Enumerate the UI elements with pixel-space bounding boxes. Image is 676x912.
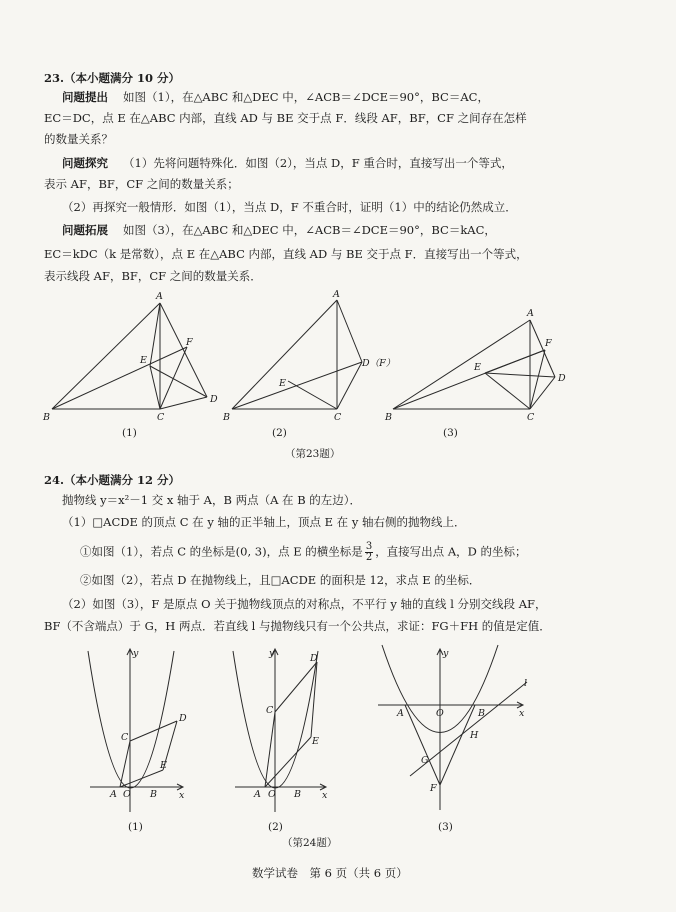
q23-text: 如图（3），在△ABC 和△DEC 中，∠ACB＝∠DCE＝90°，BC＝kAC， bbox=[123, 223, 496, 237]
q24-fig2-x-label: x bbox=[322, 790, 328, 801]
q23-fig3-caption: (3) bbox=[443, 427, 458, 439]
q24-fig3-label-o: O bbox=[436, 708, 444, 719]
q24-fig1-label-a: A bbox=[110, 789, 117, 800]
q24-text: ①如图（1），若点 C 的坐标是(0, 3)，点 E 的横坐标是 bbox=[80, 544, 363, 559]
q23-fig1-label-a: A bbox=[156, 291, 163, 302]
q24-fig1-y-label: y bbox=[133, 648, 139, 659]
q24-text: ，直接写出点 A，D 的坐标； bbox=[375, 544, 527, 559]
q24-fig2-label-d: D bbox=[310, 653, 318, 664]
q24-text: 抛物线 y＝x²－1 交 x 轴于 A，B 两点（A 在 B 的左边）． bbox=[62, 493, 362, 507]
q24-fig2-label-a: A bbox=[254, 789, 261, 800]
q23-fig3-label-e: E bbox=[474, 362, 481, 373]
page-footer: 数学试卷 第 6 页（共 6 页） bbox=[252, 866, 408, 880]
q24-fig2-label-o: O bbox=[268, 789, 276, 800]
q23-fig2-label-e: E bbox=[279, 378, 286, 389]
q23-fig3-label-d: D bbox=[558, 373, 566, 384]
q23-figure-title: （第23题） bbox=[285, 448, 341, 460]
q23-label-problem: 问题提出 bbox=[62, 90, 108, 104]
q23-fig2-caption: (2) bbox=[272, 427, 287, 439]
q24-fig3-x-label: x bbox=[519, 708, 525, 719]
q23-label-extend: 问题拓展 bbox=[62, 223, 108, 237]
q24-fig2-y-label: y bbox=[269, 648, 275, 659]
q23-fig2-label-c: C bbox=[334, 412, 342, 423]
q24-fig3-label-h: H bbox=[470, 730, 479, 741]
q23-fig3-label-a: A bbox=[527, 308, 534, 319]
q23-fig2-label-b: B bbox=[223, 412, 230, 423]
q23-fig1-label-b: B bbox=[43, 412, 50, 423]
q24-header: 24.（本小题满分 12 分） bbox=[44, 473, 181, 487]
q23-text: 的数量关系？ bbox=[44, 132, 113, 146]
q24-fig2-label-e: E bbox=[312, 736, 319, 747]
q24-text: BF（不含端点）于 G，H 两点．若直线 l 与抛物线只有一个公共点，求证：FG＋FH 的值是定值． bbox=[44, 619, 551, 633]
q24-figure-title: （第24题） bbox=[282, 837, 338, 849]
q24-fig1-label-d: D bbox=[179, 713, 187, 724]
q24-fig3-y-label: y bbox=[443, 648, 449, 659]
q24-fig2-caption: (2) bbox=[268, 821, 283, 833]
q23-text: （2）再探究一般情形．如图（1），当点 D，F 不重合时，证明（1）中的结论仍然成立． bbox=[62, 200, 517, 214]
q23-fig3-label-f: F bbox=[545, 338, 552, 349]
q23-text: EC＝DC，点 E 在△ABC 内部，直线 AD 与 BE 交于点 F．线段 AF，BF，CF 之间存在怎样 bbox=[44, 111, 527, 125]
q24-fig3-label-b: B bbox=[478, 708, 485, 719]
q24-fig3-label-a: A bbox=[397, 708, 404, 719]
q23-fig3-label-b: B bbox=[385, 412, 392, 423]
q24-fig1-label-c: C bbox=[121, 732, 129, 743]
q24-fig1-label-e: E bbox=[160, 760, 167, 771]
q24-fig3-caption: (3) bbox=[438, 821, 453, 833]
q23-text: 如图（1），在△ABC 和△DEC 中，∠ACB＝∠DCE＝90°，BC＝AC， bbox=[123, 90, 489, 104]
q24-fig1-caption: (1) bbox=[128, 821, 143, 833]
q23-text: 表示线段 AF，BF，CF 之间的数量关系． bbox=[44, 269, 262, 283]
q23-fig2-label-df: D（F） bbox=[362, 358, 396, 369]
q24-fig1-x-label: x bbox=[179, 790, 185, 801]
q23-fig1-label-e: E bbox=[140, 355, 147, 366]
q24-text: ②如图（2），若点 D 在抛物线上，且□ACDE 的面积是 12，求点 E 的坐标． bbox=[80, 573, 481, 587]
fraction-denominator: 2 bbox=[365, 552, 373, 563]
q24-text: （1）□ACDE 的顶点 C 在 y 轴的正半轴上，顶点 E 在 y 轴右侧的抛物线上． bbox=[62, 515, 466, 529]
q23-fig1-label-c: C bbox=[157, 412, 165, 423]
q23-fig1-caption: (1) bbox=[122, 427, 137, 439]
q23-fig1-label-d: D bbox=[210, 394, 218, 405]
q23-label-explore: 问题探究 bbox=[62, 156, 108, 170]
q23-fig1-label-f: F bbox=[186, 337, 193, 348]
q23-text: （1）先将问题特殊化．如图（2），当点 D，F 重合时，直接写出一个等式， bbox=[123, 156, 513, 170]
q24-fig3-label-l: l bbox=[524, 678, 528, 689]
q24-text: （2）如图（3），F 是原点 O 关于抛物线顶点的对称点，不平行 y 轴的直线 l 分别交线段 AF， bbox=[62, 597, 547, 611]
fraction-numerator: 3 bbox=[365, 541, 373, 552]
q23-text: EC＝kDC（k 是常数），点 E 在△ABC 内部，直线 AD 与 BE 交于点 F．直接写出一个等式， bbox=[44, 247, 528, 261]
q24-fig3-label-f: F bbox=[430, 783, 437, 794]
q23-fig2-label-a: A bbox=[333, 289, 340, 300]
q24-fig1-label-o: O bbox=[123, 789, 131, 800]
q24-fig3-label-g: G bbox=[421, 755, 429, 766]
q23-header: 23.（本小题满分 10 分） bbox=[44, 71, 181, 85]
q24-fig2-label-c: C bbox=[266, 705, 274, 716]
q23-fig3-label-c: C bbox=[527, 412, 535, 423]
q23-text: 表示 AF，BF，CF 之间的数量关系； bbox=[44, 177, 239, 191]
q24-fig1-label-b: B bbox=[150, 789, 157, 800]
q24-fig2-label-b: B bbox=[294, 789, 301, 800]
